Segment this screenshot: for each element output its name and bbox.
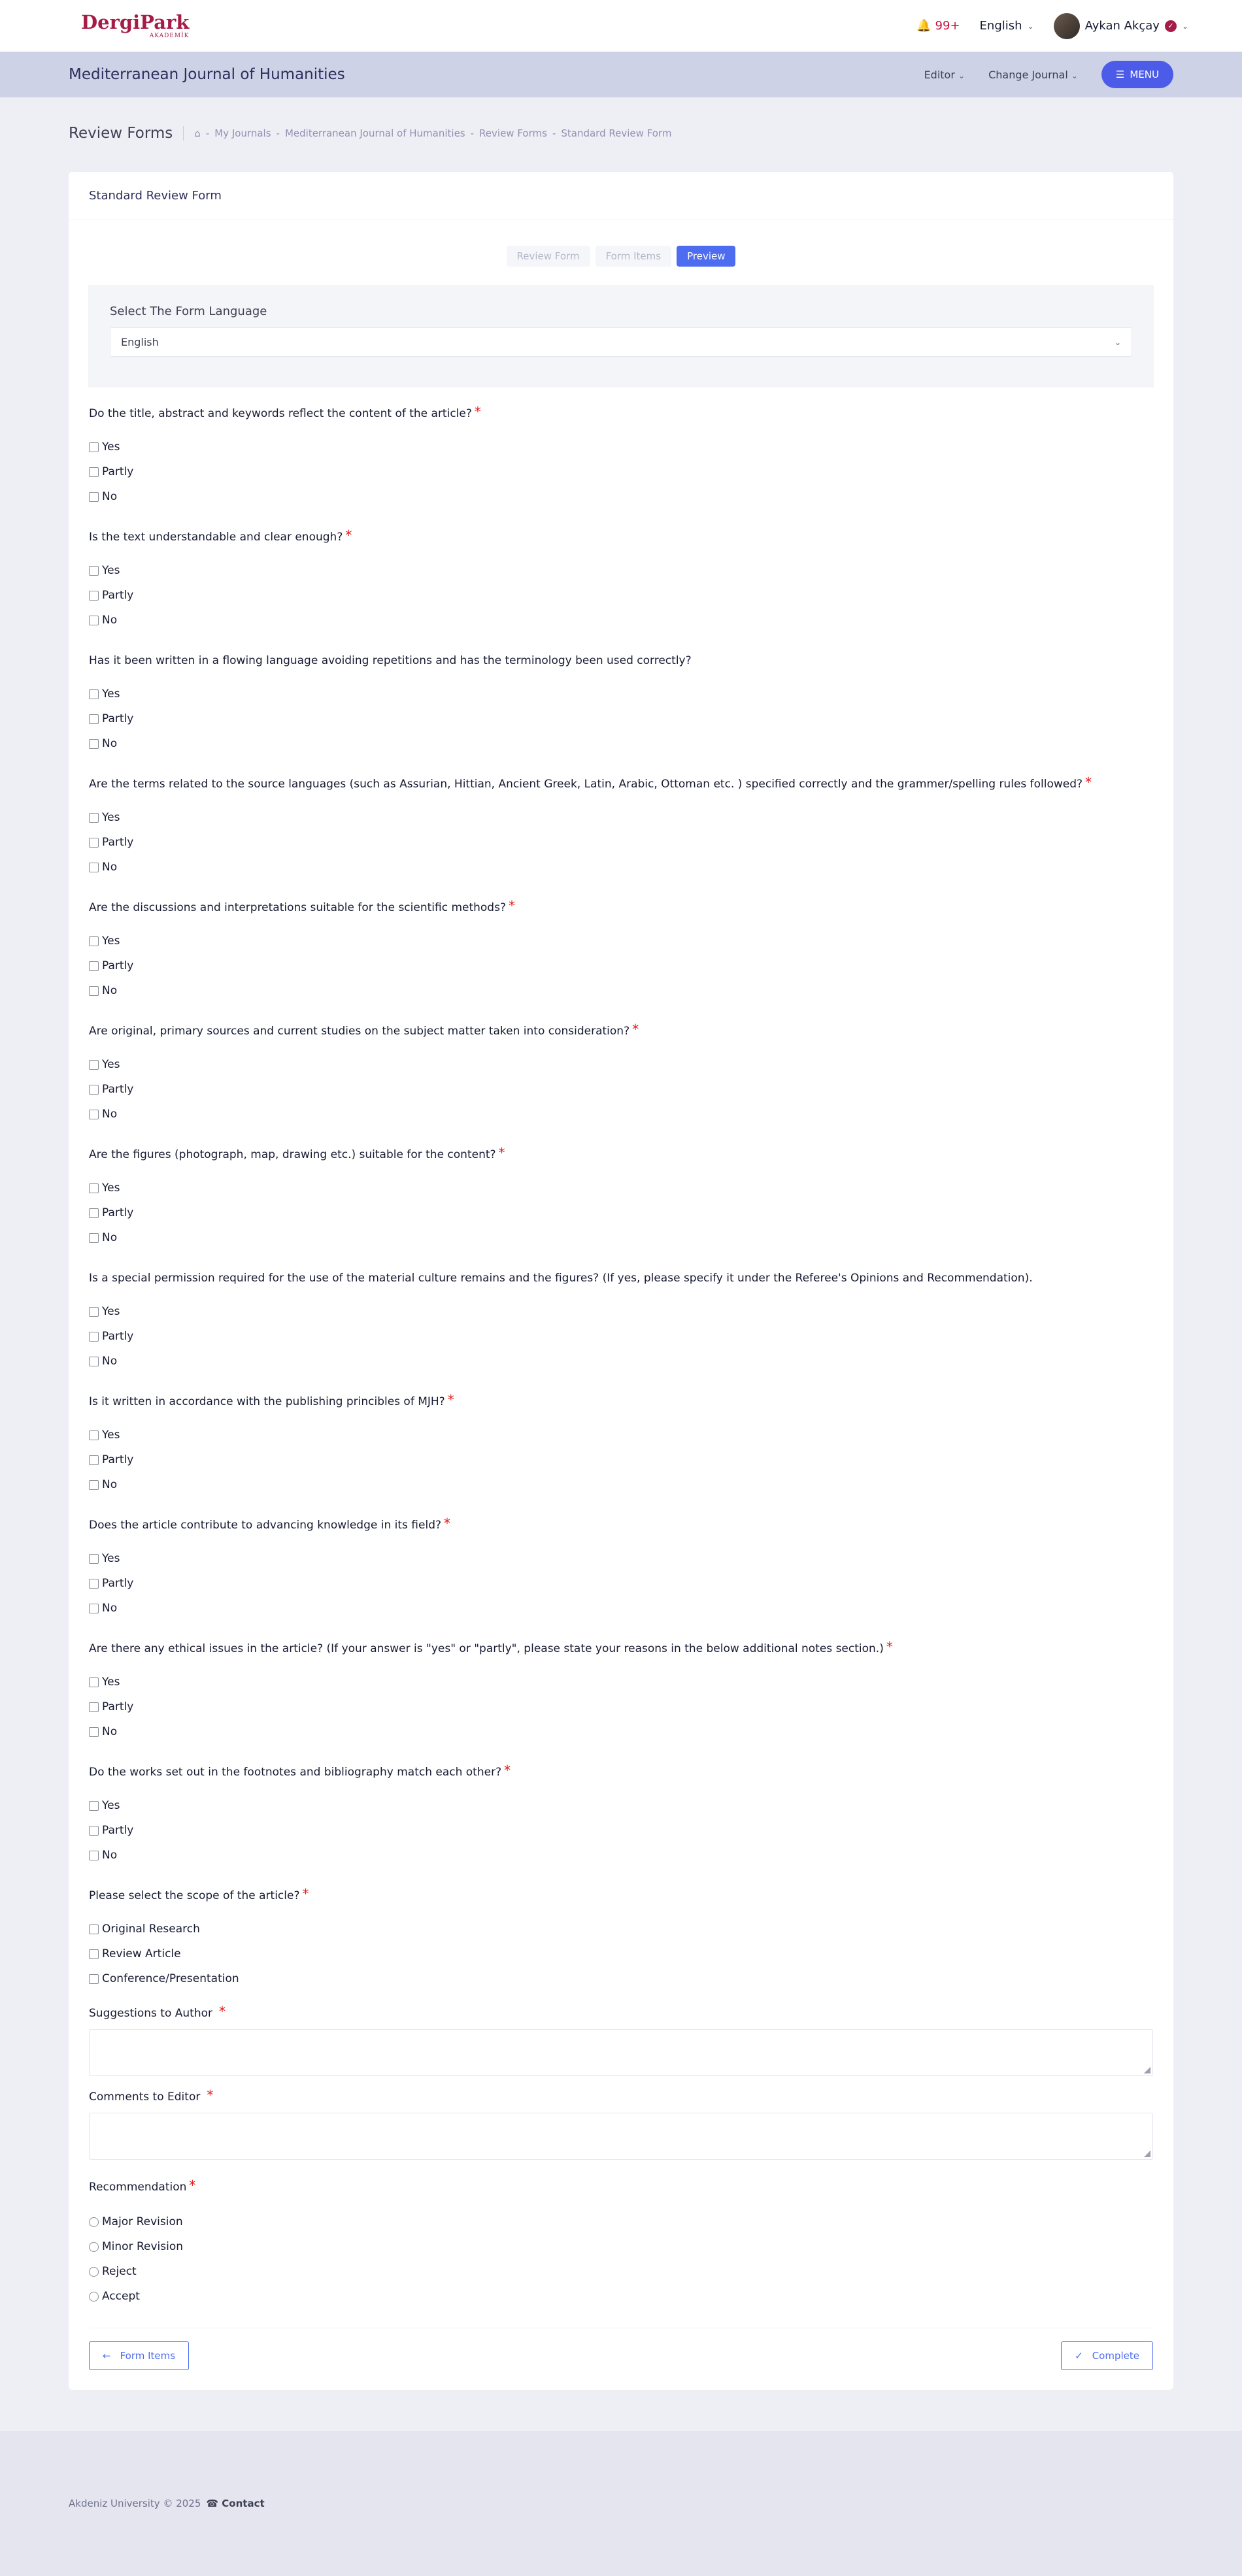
checkbox-input[interactable]: [89, 863, 99, 872]
option-label: No: [102, 1602, 118, 1615]
option-label: Original Research: [102, 1923, 200, 1936]
option-label: Major Revision: [102, 2215, 183, 2228]
option-label: Yes: [102, 934, 120, 948]
option-label: No: [102, 1478, 118, 1491]
checkbox-option[interactable]: [89, 1423, 1153, 1447]
chevron-down-icon: ⌄: [1027, 21, 1034, 31]
menu-button[interactable]: [1101, 61, 1173, 88]
editor-dropdown[interactable]: [924, 69, 965, 81]
checkbox-option[interactable]: [89, 1176, 1153, 1200]
checkbox-input[interactable]: [89, 492, 99, 502]
option-label: Yes: [102, 687, 120, 701]
checkbox-input[interactable]: [89, 467, 99, 477]
option-label: Partly: [102, 1083, 134, 1096]
journal-title: Mediterranean Journal of Humanities: [69, 66, 345, 83]
question-block: [89, 404, 1153, 531]
checkbox-option[interactable]: [89, 1966, 1153, 1991]
menu-label: MENU: [1130, 69, 1159, 80]
option-label: No: [102, 1725, 118, 1738]
required-asterisk: *: [504, 1762, 511, 1778]
radio-option[interactable]: [89, 2259, 1153, 2284]
question-title: [89, 1762, 1153, 1793]
checkbox-input[interactable]: [89, 1332, 99, 1342]
checkbox-option[interactable]: [89, 1694, 1153, 1719]
checkbox-option[interactable]: [89, 731, 1153, 756]
checkbox-input[interactable]: [89, 1579, 99, 1589]
checkbox-option[interactable]: [89, 1546, 1153, 1571]
required-asterisk: *: [632, 1021, 639, 1037]
option-label: Partly: [102, 1577, 134, 1590]
checkbox-option[interactable]: [89, 1225, 1153, 1250]
question-text: Do the title, abstract and keywords reflect the content of the article?: [89, 407, 472, 420]
copyright-text: Akdeniz University © 2025: [69, 2498, 201, 2509]
page-title: Review Forms: [69, 125, 173, 142]
notification-count: 99+: [935, 19, 960, 33]
option-label: Yes: [102, 1305, 120, 1318]
option-label: No: [102, 984, 118, 997]
option-label: Yes: [102, 1058, 120, 1071]
checkbox-option[interactable]: [89, 978, 1153, 1003]
tab-form-items[interactable]: Form Items: [596, 246, 672, 267]
comments-to-editor-label: [89, 2087, 1153, 2109]
checkbox-option[interactable]: [89, 1052, 1153, 1077]
checkbox-input[interactable]: [89, 1826, 99, 1836]
option-label: Yes: [102, 1676, 120, 1689]
option-label: No: [102, 737, 118, 750]
checkbox-input[interactable]: [89, 986, 99, 996]
checkbox-input[interactable]: [89, 1085, 99, 1095]
option-label: Partly: [102, 1330, 134, 1343]
question-block: [89, 1762, 1153, 1889]
option-label: Accept: [102, 2290, 140, 2303]
question-block: [89, 1145, 1153, 1272]
required-asterisk: *: [447, 1392, 454, 1408]
radio-option[interactable]: [89, 2209, 1153, 2234]
question-text: Has it been written in a flowing language avoiding repetitions and has the terminology been used correctly?: [89, 654, 692, 667]
required-asterisk: *: [886, 1639, 893, 1655]
suggestions-to-author-textarea[interactable]: [89, 2029, 1153, 2076]
radio-input[interactable]: [89, 2292, 99, 2302]
required-asterisk: *: [345, 527, 352, 543]
checkbox-option[interactable]: [89, 1596, 1153, 1621]
question-text: Do the works set out in the footnotes and bibliography match each other?: [89, 1766, 502, 1779]
checkbox-option[interactable]: [89, 1472, 1153, 1497]
checkbox-option[interactable]: [89, 608, 1153, 633]
checkbox-input[interactable]: [89, 1974, 99, 1984]
checkbox-input[interactable]: [89, 714, 99, 724]
tab-preview[interactable]: Preview: [677, 246, 735, 267]
chevron-down-icon: ⌄: [1181, 21, 1188, 31]
option-label: Yes: [102, 440, 120, 454]
question-title: [89, 1392, 1153, 1423]
checkbox-input[interactable]: [89, 1924, 99, 1934]
suggestions-to-author-label: [89, 2004, 1153, 2025]
checkbox-option[interactable]: [89, 1719, 1153, 1744]
checkbox-input[interactable]: [89, 566, 99, 576]
option-label: Review Article: [102, 1947, 181, 1960]
option-label: Partly: [102, 1453, 134, 1466]
home-icon[interactable]: ⌂: [194, 127, 201, 139]
journal-bar: [0, 52, 1242, 97]
checkbox-option[interactable]: [89, 558, 1153, 583]
checkbox-input[interactable]: [89, 1307, 99, 1317]
language-selector[interactable]: [980, 19, 1034, 33]
checkbox-option[interactable]: [89, 855, 1153, 880]
checkbox-input[interactable]: [89, 1110, 99, 1119]
checkbox-option[interactable]: [89, 1793, 1153, 1818]
checkbox-option[interactable]: [89, 1917, 1153, 1941]
change-journal-dropdown[interactable]: [988, 69, 1078, 81]
top-navbar: [0, 0, 1242, 52]
question-block: [89, 1515, 1153, 1642]
question-title: [89, 1639, 1153, 1670]
suggestions-to-author-section: [89, 2004, 1153, 2090]
complete-button[interactable]: [1061, 2341, 1153, 2370]
field-label: Recommendation: [89, 2181, 187, 2194]
option-label: No: [102, 614, 118, 627]
option-label: No: [102, 1231, 118, 1244]
page-footer: [0, 2431, 1242, 2576]
radio-input[interactable]: [89, 2217, 99, 2227]
checkbox-input[interactable]: [89, 1727, 99, 1737]
comments-to-editor-textarea[interactable]: [89, 2113, 1153, 2160]
contact-label: Contact: [222, 2498, 265, 2509]
checkbox-input[interactable]: [89, 1801, 99, 1811]
option-label: Partly: [102, 1824, 134, 1837]
question-title: [89, 1515, 1153, 1546]
language-label: English: [979, 19, 1022, 33]
option-label: Reject: [102, 2265, 137, 2278]
question-block: [89, 774, 1153, 901]
checkbox-option[interactable]: [89, 583, 1153, 608]
form-language-select[interactable]: [110, 327, 1132, 357]
checkbox-input[interactable]: [89, 1208, 99, 1218]
checkbox-input[interactable]: [89, 961, 99, 971]
question-text: Are original, primary sources and current studies on the subject matter taken into consideration?: [89, 1025, 630, 1038]
editor-label: Editor: [924, 68, 955, 81]
required-asterisk: *: [302, 1886, 309, 1902]
option-label: Conference/Presentation: [102, 1972, 239, 1985]
arrow-left-icon: ←: [103, 2350, 111, 2362]
dergipark-logo[interactable]: [81, 10, 190, 39]
option-label: Yes: [102, 1799, 120, 1812]
checkbox-option[interactable]: [89, 1324, 1153, 1349]
checkbox-option[interactable]: [89, 1818, 1153, 1843]
checkbox-option[interactable]: [89, 830, 1153, 855]
option-label: Partly: [102, 589, 134, 602]
checkbox-input[interactable]: [89, 689, 99, 699]
form-language-value: English: [121, 336, 159, 348]
checkbox-input[interactable]: [89, 1357, 99, 1366]
checkbox-input[interactable]: [89, 442, 99, 452]
question-title: [89, 654, 1153, 682]
form-footer: [89, 2328, 1153, 2370]
card-title: Standard Review Form: [69, 172, 1173, 220]
checkbox-input[interactable]: [89, 616, 99, 625]
question-text: Are the discussions and interpretations suitable for the scientific methods?: [89, 901, 506, 914]
chevron-down-icon: ⌄: [1071, 71, 1078, 80]
question-title: [89, 774, 1153, 805]
checkbox-input[interactable]: [89, 591, 99, 601]
option-label: Partly: [102, 836, 134, 849]
radio-option[interactable]: [89, 2284, 1153, 2309]
radio-input[interactable]: [89, 2242, 99, 2252]
question-block: [89, 1272, 1153, 1395]
option-label: Yes: [102, 564, 120, 577]
user-name: Aykan Akçay: [1084, 19, 1160, 33]
checkbox-input[interactable]: [89, 1233, 99, 1243]
option-label: Yes: [102, 1552, 120, 1565]
chevron-down-icon: ⌄: [1114, 337, 1121, 347]
checkbox-input[interactable]: [89, 1851, 99, 1860]
breadcrumb-item: Standard Review Form: [561, 127, 672, 139]
checkbox-option[interactable]: [89, 1447, 1153, 1472]
checkbox-option[interactable]: [89, 1571, 1153, 1596]
required-asterisk: *: [189, 2177, 196, 2193]
avatar: [1054, 13, 1080, 39]
radio-input[interactable]: [89, 2267, 99, 2277]
required-asterisk: *: [498, 1145, 505, 1161]
checkbox-option[interactable]: [89, 1299, 1153, 1324]
question-block: [89, 654, 1153, 778]
scope-question: [89, 1886, 1153, 2007]
checkbox-option[interactable]: [89, 953, 1153, 978]
checkbox-input[interactable]: [89, 1183, 99, 1193]
question-title: [89, 1272, 1153, 1299]
recommendation-section: [89, 2177, 1153, 2309]
checkbox-option[interactable]: [89, 929, 1153, 953]
question-block: [89, 898, 1153, 1025]
checkbox-input[interactable]: [89, 1604, 99, 1613]
question-title: [89, 1021, 1153, 1052]
checkbox-option[interactable]: [89, 1077, 1153, 1102]
option-label: Yes: [102, 1181, 120, 1195]
checkbox-option[interactable]: [89, 1349, 1153, 1374]
required-asterisk: *: [1085, 774, 1092, 790]
field-label: Comments to Editor: [89, 2090, 201, 2104]
option-label: Yes: [102, 1428, 120, 1442]
bell-icon: 🔔: [916, 19, 932, 33]
required-asterisk: *: [444, 1515, 451, 1531]
checkbox-input[interactable]: [89, 1677, 99, 1687]
required-asterisk: *: [474, 404, 481, 420]
checkbox-option[interactable]: [89, 459, 1153, 484]
question-block: [89, 527, 1153, 654]
checkbox-option[interactable]: [89, 706, 1153, 731]
question-text: Is a special permission required for the use of the material culture remains and the figures? (If yes, please specify it under the Referee's Opinions and Recommendation).: [89, 1272, 1033, 1285]
option-label: No: [102, 490, 118, 503]
option-label: Partly: [102, 959, 134, 972]
question-title: [89, 404, 1153, 435]
checkbox-option[interactable]: [89, 1670, 1153, 1694]
question-text: Are the figures (photograph, map, drawing etc.) suitable for the content?: [89, 1148, 496, 1161]
back-to-form-items-button[interactable]: [89, 2341, 189, 2370]
required-asterisk: *: [508, 898, 515, 914]
logo-subtext: AKADEMİK: [149, 32, 190, 39]
user-menu[interactable]: [1054, 13, 1188, 39]
tab-review-form[interactable]: Review Form: [507, 246, 590, 267]
form-language-section: [88, 285, 1154, 388]
comments-to-editor-section: [89, 2087, 1153, 2181]
question-block: [89, 1392, 1153, 1519]
complete-label: Complete: [1092, 2350, 1139, 2362]
checkbox-input[interactable]: [89, 1702, 99, 1712]
divider: [183, 126, 184, 140]
option-label: No: [102, 861, 118, 874]
form-language-label: Select The Form Language: [110, 305, 267, 318]
option-label: Minor Revision: [102, 2240, 184, 2253]
radio-option[interactable]: [89, 2234, 1153, 2259]
checkbox-input[interactable]: [89, 813, 99, 823]
field-label: Suggestions to Author: [89, 2007, 212, 2020]
breadcrumb: Review Forms ⌂ - My Journals - Mediterranean Journal of Humanities - Review Forms - Standard Review Form: [69, 125, 672, 142]
checkbox-option[interactable]: [89, 682, 1153, 706]
question-text: Does the article contribute to advancing knowledge in its field?: [89, 1519, 442, 1532]
logo-text: DergiPark: [81, 10, 190, 33]
option-label: No: [102, 1108, 118, 1121]
option-label: No: [102, 1849, 118, 1862]
recommendation-label: [89, 2177, 1153, 2209]
breadcrumb-item[interactable]: Review Forms: [479, 127, 547, 139]
breadcrumb-item[interactable]: Mediterranean Journal of Humanities: [284, 127, 465, 139]
checkbox-input[interactable]: [89, 1480, 99, 1490]
checkbox-input[interactable]: [89, 1430, 99, 1440]
checkbox-input[interactable]: [89, 1455, 99, 1465]
option-label: Yes: [102, 811, 120, 824]
checkbox-input[interactable]: [89, 739, 99, 749]
checkbox-input[interactable]: [89, 936, 99, 946]
option-label: Partly: [102, 1206, 134, 1219]
checkbox-option[interactable]: [89, 1941, 1153, 1966]
chevron-down-icon: ⌄: [958, 71, 965, 80]
question-text: Is it written in accordance with the publishing princibles of MJH?: [89, 1395, 445, 1408]
notifications-button[interactable]: [916, 19, 960, 33]
list-icon: ☰: [1115, 69, 1125, 80]
question-title: [89, 527, 1153, 558]
checkbox-input[interactable]: [89, 1060, 99, 1070]
option-label: Partly: [102, 465, 134, 478]
breadcrumb-item[interactable]: My Journals: [214, 127, 271, 139]
required-asterisk: *: [219, 2004, 226, 2019]
form-tabs: [69, 246, 1173, 267]
checkbox-option[interactable]: [89, 1843, 1153, 1868]
question-text: Are there any ethical issues in the article? (If your answer is "yes" or "partly", please state your reasons in the below additional notes section.): [89, 1642, 884, 1655]
required-asterisk: *: [207, 2087, 214, 2103]
question-title: [89, 1145, 1153, 1176]
checkbox-option[interactable]: [89, 805, 1153, 830]
question-title: [89, 1886, 1153, 1917]
question-text: Is the text understandable and clear enough?: [89, 531, 343, 544]
checkbox-option[interactable]: [89, 435, 1153, 459]
change-journal-label: Change Journal: [988, 68, 1068, 81]
question-block: [89, 1639, 1153, 1766]
checkbox-option[interactable]: [89, 1102, 1153, 1127]
verified-badge-icon: ✓: [1165, 20, 1177, 32]
review-form-card: [69, 172, 1173, 2390]
questions-list: [69, 388, 1173, 2309]
checkbox-input[interactable]: [89, 1554, 99, 1564]
option-label: Partly: [102, 712, 134, 725]
checkbox-option[interactable]: [89, 484, 1153, 509]
checkbox-input[interactable]: [89, 838, 99, 848]
checkbox-option[interactable]: [89, 1200, 1153, 1225]
back-label: Form Items: [120, 2350, 176, 2362]
question-block: [89, 1021, 1153, 1148]
option-label: No: [102, 1355, 118, 1368]
check-icon: ✓: [1075, 2350, 1083, 2362]
option-label: Partly: [102, 1700, 134, 1713]
checkbox-input[interactable]: [89, 1949, 99, 1959]
contact-link[interactable]: ☎ Contact: [206, 2498, 265, 2509]
question-text: Please select the scope of the article?: [89, 1889, 300, 1902]
question-text: Are the terms related to the source languages (such as Assurian, Hittian, Ancient Greek, Latin, Arabic, Ottoman etc. ) specified correctly and the grammer/spelling rules followed?: [89, 778, 1083, 791]
question-title: [89, 898, 1153, 929]
